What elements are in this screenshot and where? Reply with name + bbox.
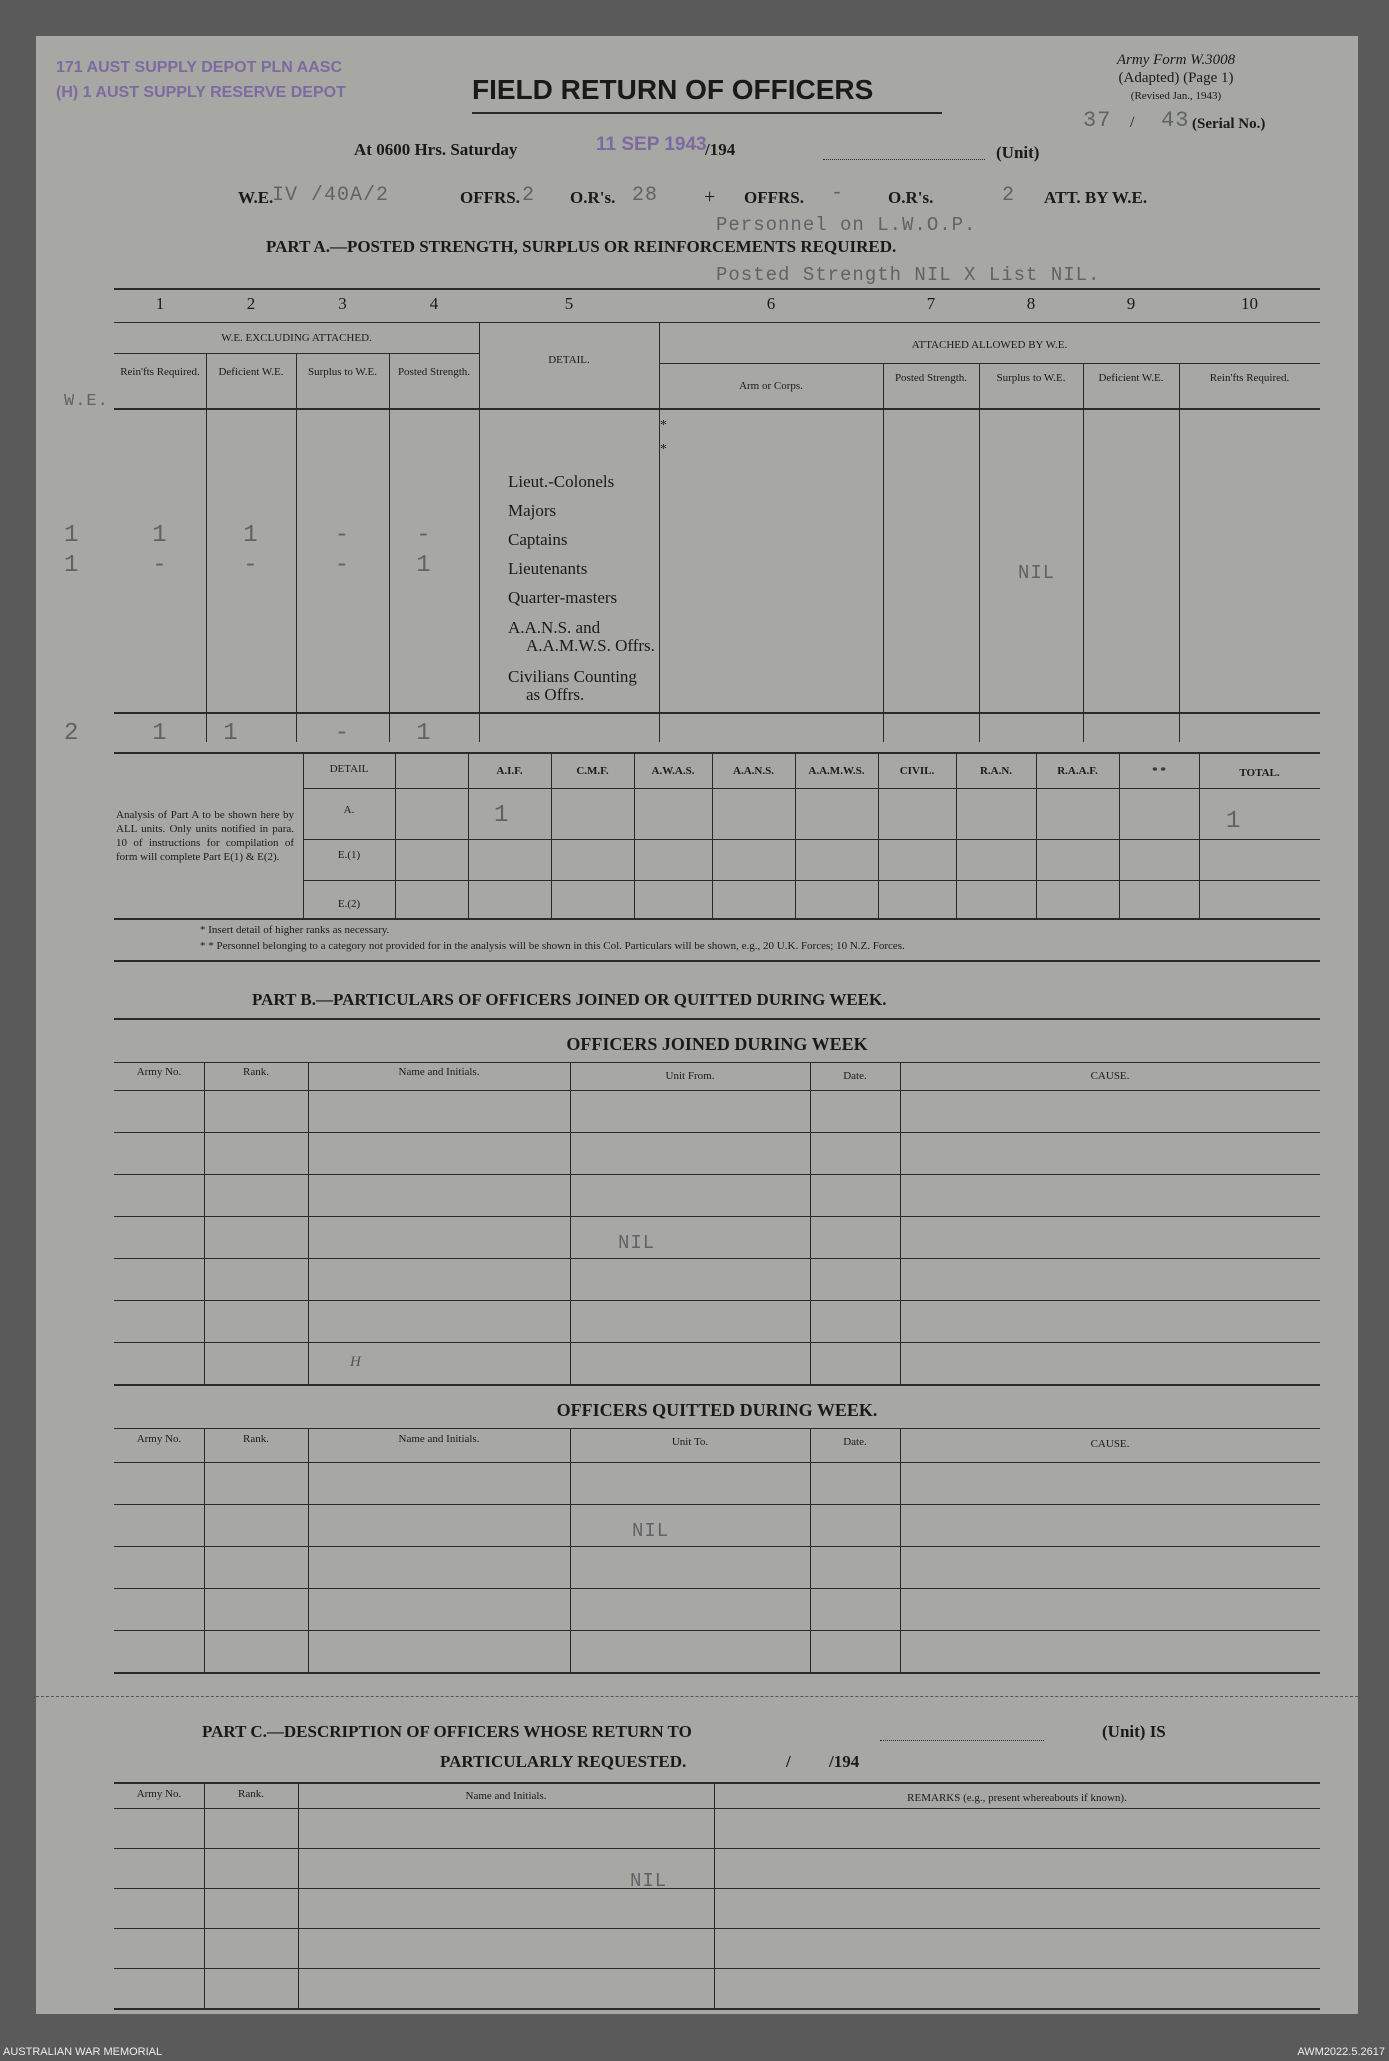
part-a-title: PART A.—POSTED STRENGTH, SURPLUS OR REINFORCEMENTS REQUIRED.: [266, 237, 897, 256]
captains-surplus: -: [334, 522, 351, 549]
partc-nil: NIL: [630, 1870, 668, 1892]
analysis-col-ran: R.A.N.: [979, 765, 1013, 777]
partc-col-rank: Rank.: [238, 1788, 264, 1800]
attached-nil: NIL: [1018, 562, 1056, 584]
analysis-row-a: A.: [343, 804, 355, 816]
analysis-col-total: TOTAL.: [1239, 767, 1280, 779]
asterisk: *: [660, 442, 667, 457]
time-day-label: At 0600 Hrs. Saturday: [354, 140, 518, 159]
part-c-unit: (Unit) IS: [1102, 1722, 1166, 1741]
col-posted-strength: Posted Strength.: [397, 366, 471, 378]
total-posted: 1: [416, 720, 432, 747]
ors2-value: 2: [1002, 184, 1016, 207]
unit-label: (Unit): [996, 143, 1040, 162]
col-number: 4: [429, 294, 439, 313]
offrs2-value: -: [831, 182, 845, 205]
col-number-row: [114, 294, 1320, 318]
col-att-posted: Posted Strength.: [894, 372, 968, 384]
part-c-title: PART C.—DESCRIPTION OF OFFICERS WHOSE RETURN TO: [202, 1722, 692, 1741]
analysis-col-other: * *: [1152, 765, 1166, 777]
joined-col-name: Name and Initials.: [398, 1066, 480, 1078]
col-number: 6: [766, 294, 776, 313]
quitted-col-name: Name and Initials.: [398, 1433, 480, 1445]
joined-col-unit-from: Unit From.: [665, 1070, 715, 1082]
lieutenants-posted: 1: [416, 552, 432, 579]
asterisk: *: [660, 418, 667, 433]
form-title: FIELD RETURN OF OFFICERS: [472, 74, 874, 105]
date-year: /194: [705, 140, 736, 159]
col-number: 10: [1241, 294, 1258, 313]
analysis-col-aif: A.I.F.: [496, 765, 523, 777]
analysis-col-civil: CIVIL.: [899, 765, 935, 777]
col-reinfts-required: Rein'fts Required.: [120, 366, 200, 378]
joined-col-rank: Rank.: [243, 1066, 269, 1078]
offrs2-label: OFFRS.: [744, 188, 804, 207]
ors-value: 28: [632, 184, 659, 207]
partc-col-army-no: Army No.: [136, 1788, 182, 1800]
offrs-label: OFFRS.: [460, 188, 520, 207]
joined-col-cause: CAUSE.: [1090, 1070, 1130, 1082]
typed-lwop: Personnel on L.W.O.P.: [716, 214, 977, 236]
date-stamp: 11 SEP 1943: [596, 134, 707, 155]
analysis-col-awas: A.W.A.S.: [651, 765, 695, 777]
col-arm-corps: Arm or Corps.: [739, 380, 803, 392]
unit-stamp-line1: 171 AUST SUPPLY DEPOT PLN AASC: [56, 59, 342, 76]
captains-deficient: 1: [243, 522, 259, 549]
quitted-nil: NIL: [632, 1520, 670, 1542]
joined-col-date: Date.: [843, 1070, 867, 1082]
analysis-col-cmf: C.M.F.: [576, 765, 609, 777]
footer-accession: AWM2022.5.2617: [1297, 2046, 1385, 2058]
analysis-col-aans: A.A.N.S.: [733, 765, 774, 777]
rank-civilians: Civilians Counting: [508, 667, 637, 686]
ors-label: O.R's.: [570, 188, 616, 207]
quitted-col-unit-to: Unit To.: [671, 1436, 709, 1448]
quitted-col-cause: CAUSE.: [1090, 1438, 1130, 1450]
serial-number: 37: [1083, 108, 1112, 133]
captains-posted: -: [416, 522, 432, 549]
col-number: 7: [926, 294, 936, 313]
quitted-title: OFFICERS QUITTED DURING WEEK.: [556, 1400, 878, 1420]
part-c-title-2: PARTICULARLY REQUESTED.: [440, 1752, 687, 1771]
revised-date: (Revised Jan., 1943): [1130, 90, 1222, 102]
margin-we: W.E.: [64, 392, 109, 411]
rank-majors: Majors: [508, 501, 557, 520]
rank-lieut-colonels: Lieut.-Colonels: [508, 472, 615, 491]
analysis-aif-value: 1: [494, 802, 510, 829]
joined-nil: NIL: [618, 1232, 656, 1254]
analysis-col-raaf: R.A.A.F.: [1057, 765, 1098, 777]
footnote-2: * * Personnel belonging to a category not provided for in the analysis will be shown in this Col. Particulars will be shown, e.g., 20 U.K. Forces; 10 N.Z. Forces.: [200, 940, 905, 952]
col-number: 3: [338, 294, 347, 313]
lieutenants-surplus: -: [334, 552, 351, 579]
typed-posted-strength: Posted Strength NIL X List NIL.: [716, 264, 1101, 286]
joined-mark: H: [350, 1354, 361, 1370]
we-excluding-header: W.E. EXCLUDING ATTACHED.: [221, 332, 372, 344]
joined-title: OFFICERS JOINED DURING WEEK: [566, 1034, 868, 1054]
footnote-1: * Insert detail of higher ranks as necessary.: [200, 924, 390, 936]
captains-reinfts: 1: [152, 522, 168, 549]
part-b-title: PART B.—PARTICULARS OF OFFICERS JOINED OR QUITTED DURING WEEK.: [252, 990, 887, 1009]
lieutenants-margin: 1: [64, 552, 80, 579]
col-deficient: Deficient W.E.: [218, 366, 284, 378]
col-att-surplus: Surplus to W.E.: [996, 372, 1066, 384]
unit-stamp-line2: (H) 1 AUST SUPPLY RESERVE DEPOT: [56, 84, 346, 101]
quitted-col-army-no: Army No.: [136, 1433, 182, 1445]
captains-margin: 1: [64, 522, 80, 549]
serial-year: 43: [1161, 108, 1190, 133]
part-c-date: / /194: [786, 1752, 860, 1771]
total-margin: 2: [64, 720, 80, 747]
col-number: 5: [564, 294, 574, 313]
rank-aamws: A.A.M.W.S. Offrs.: [526, 636, 655, 655]
col-number: 2: [246, 294, 256, 313]
serial-label: (Serial No.): [1192, 116, 1266, 132]
col-att-deficient: Deficient W.E.: [1098, 372, 1164, 384]
rank-lieutenants: Lieutenants: [508, 559, 588, 578]
total-reinfts: 1: [152, 720, 168, 747]
detail-header: DETAIL.: [548, 354, 590, 366]
rank-civilians-2: as Offrs.: [526, 685, 585, 704]
col-number: 1: [155, 294, 165, 313]
joined-col-army-no: Army No.: [136, 1066, 182, 1078]
col-surplus: Surplus to W.E.: [307, 366, 378, 378]
adapted-page: (Adapted) (Page 1): [1118, 70, 1234, 86]
analysis-col-aamws: A.A.M.W.S.: [808, 765, 865, 777]
lieutenants-deficient: -: [243, 552, 259, 579]
plus-sign: +: [704, 186, 716, 208]
analysis-note: Analysis of Part A to be shown here by ALL units. Only units notified in para. 10 of instructions for compilation of form will complete Part E(1) & E(2).: [116, 809, 294, 863]
lieutenants-reinfts: -: [152, 552, 168, 579]
footer-credit: AUSTRALIAN WAR MEMORIAL: [3, 2046, 163, 2058]
army-form-number: Army Form W.3008: [1116, 52, 1236, 68]
att-label: ATT. BY W.E.: [1044, 188, 1148, 207]
form-sheet: [36, 36, 1358, 2014]
partc-col-name: Name and Initials.: [465, 1790, 547, 1802]
rank-aans: A.A.N.S. and: [508, 618, 601, 637]
col-number: 9: [1126, 294, 1136, 313]
analysis-detail-header: DETAIL: [329, 763, 369, 775]
serial-sep: /: [1130, 114, 1135, 131]
rank-captains: Captains: [508, 530, 568, 549]
rank-quartermasters: Quarter-masters: [508, 588, 618, 607]
col-number: 8: [1026, 294, 1036, 313]
attached-header: ATTACHED ALLOWED BY W.E.: [911, 339, 1068, 351]
analysis-row-e1: E.(1): [337, 849, 361, 861]
col-att-reinfts: Rein'fts Required.: [1209, 372, 1290, 384]
quitted-col-date: Date.: [843, 1436, 867, 1448]
analysis-row-e2: E.(2): [337, 898, 361, 910]
total-deficient: 1: [223, 720, 239, 747]
analysis-total-value: 1: [1226, 808, 1242, 835]
we-value: IV /40A/2: [272, 184, 390, 207]
total-surplus: -: [334, 720, 351, 747]
offrs-value: 2: [522, 184, 536, 207]
we-label: W.E.: [238, 188, 274, 207]
quitted-col-rank: Rank.: [243, 1433, 269, 1445]
ors2-label: O.R's.: [888, 188, 934, 207]
partc-col-remarks: REMARKS (e.g., present whereabouts if known).: [907, 1792, 1127, 1804]
